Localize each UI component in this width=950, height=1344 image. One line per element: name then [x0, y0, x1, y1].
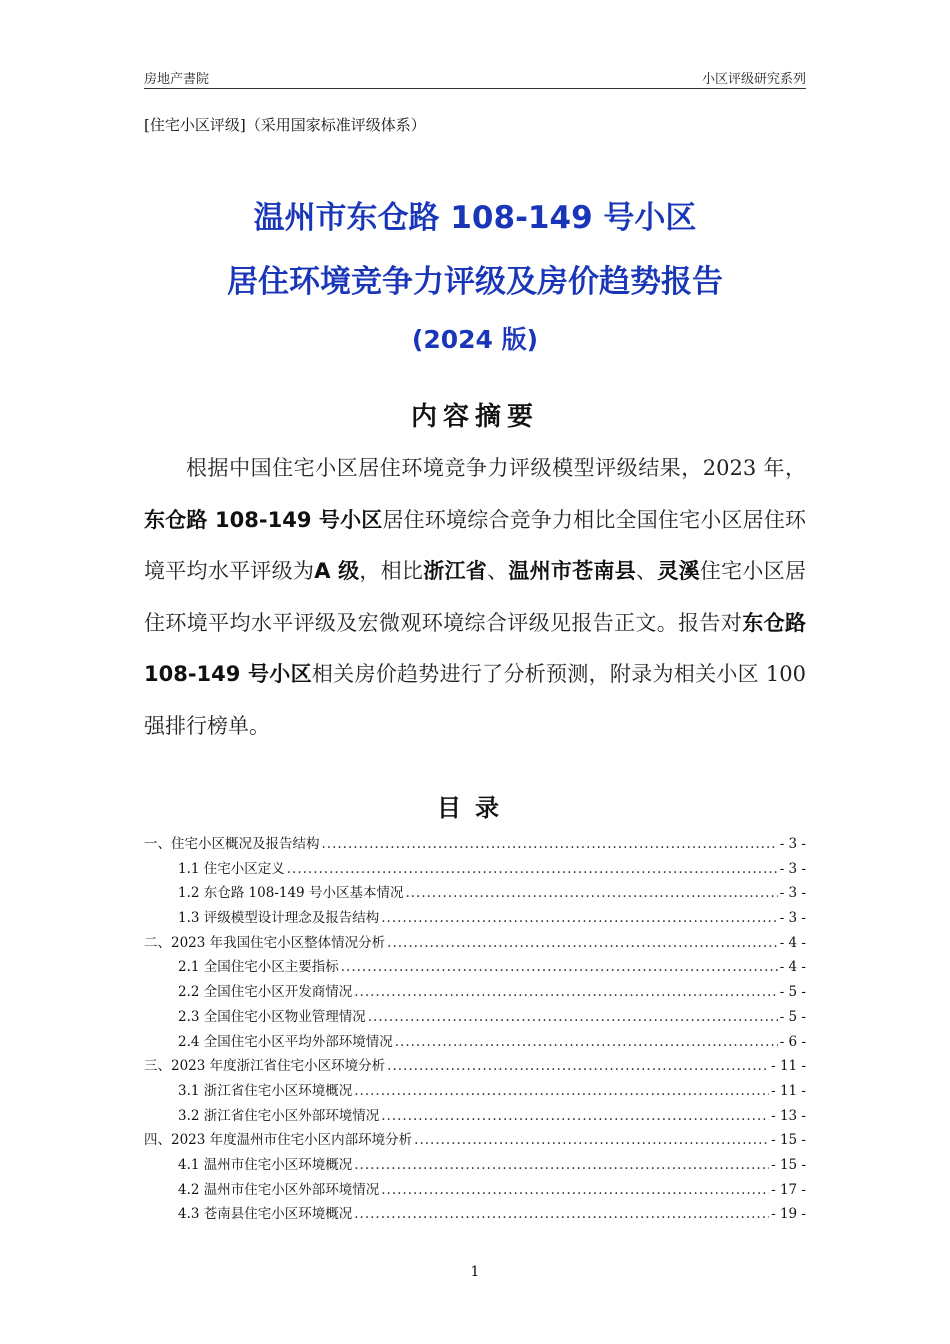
- toc-entry-page: - 3 -: [779, 910, 806, 927]
- toc-entry-page: - 5 -: [779, 1008, 806, 1025]
- abstract-text: 居住环境综合竞争力相比全国住宅小区居住环境平均水平评级为: [144, 507, 807, 583]
- toc-entry-label: 2.2 全国住宅小区开发商情况: [178, 984, 353, 1001]
- page-header: [144, 66, 806, 89]
- toc-entry-label: 2.1 全国住宅小区主要指标: [178, 959, 339, 976]
- toc-entry-page: - 6 -: [779, 1033, 806, 1050]
- toc-entry-label: 1.1 住宅小区定义: [178, 860, 285, 877]
- abstract-text: 根据中国住宅小区居住环境竞争力评级模型评级结果，2023 年，: [186, 456, 806, 480]
- toc-entry[interactable]: [144, 1153, 806, 1178]
- toc-entry-page: - 5 -: [779, 984, 806, 1001]
- toc-entry-label: 4.1 温州市住宅小区环境概况: [178, 1156, 353, 1173]
- toc-entry-label: 2.4 全国住宅小区平均外部环境情况: [178, 1033, 393, 1050]
- toc-entry-page: - 15 -: [771, 1132, 806, 1149]
- toc-entry[interactable]: [144, 1054, 806, 1079]
- page-number: 1: [470, 1264, 480, 1280]
- toc-entry[interactable]: [144, 1202, 806, 1227]
- toc-leader-dots: [341, 955, 778, 980]
- toc-entry-page: - 3 -: [779, 885, 806, 902]
- toc-entry[interactable]: [144, 906, 806, 931]
- toc-entry-page: - 11 -: [771, 1082, 806, 1099]
- toc-entry-label: 二、2023 年我国住宅小区整体情况分析: [144, 934, 386, 951]
- toc-heading: 目录: [437, 794, 513, 822]
- abstract-text: 、: [636, 559, 658, 583]
- toc-entry-label: 一、住宅小区概况及报告结构: [144, 836, 320, 852]
- toc-leader-dots: [354, 980, 777, 1005]
- toc-entry-label: 四、2023 年度温州市住宅小区内部环境分析: [144, 1132, 413, 1149]
- table-of-contents: [144, 832, 806, 1227]
- toc-entry-page: - 11 -: [771, 1058, 806, 1075]
- toc-leader-dots: [395, 1030, 778, 1055]
- abstract-emphasis: 东仓路 108-149 号小区: [144, 507, 383, 532]
- toc-leader-dots: [354, 1079, 769, 1104]
- toc-leader-dots: [354, 1153, 769, 1178]
- toc-entry-label: 4.3 苍南县住宅小区环境概况: [178, 1206, 353, 1223]
- toc-entry-page: - 13 -: [771, 1107, 806, 1124]
- toc-entry-label: 4.2 温州市住宅小区外部环境情况: [178, 1181, 380, 1198]
- report-title-line1: 温州市东仓路 108-149 号小区: [253, 200, 697, 236]
- header-series: 小区评级研究系列: [701, 72, 806, 87]
- toc-leader-dots: [414, 1128, 769, 1153]
- report-title-line2: 居住环境竞争力评级及房价趋势报告: [227, 264, 723, 300]
- toc-entry-page: - 4 -: [779, 934, 806, 951]
- abstract-text: ，相比: [359, 559, 424, 583]
- toc-entry-label: 2.3 全国住宅小区物业管理情况: [178, 1008, 366, 1025]
- toc-leader-dots: [287, 857, 778, 882]
- toc-entry-page: - 3 -: [779, 860, 806, 877]
- report-edition: (2024 版): [411, 325, 539, 354]
- toc-leader-dots: [322, 832, 778, 857]
- toc-entry-label: 1.3 评级模型设计理念及报告结构: [178, 910, 380, 927]
- toc-leader-dots: [387, 1054, 769, 1079]
- abstract-emphasis: A 级: [314, 559, 360, 583]
- abstract-emphasis: 东仓路 108-149 号小区: [144, 610, 806, 686]
- toc-leader-dots: [387, 931, 778, 956]
- abstract-paragraph: [144, 443, 806, 752]
- toc-entry[interactable]: [144, 857, 806, 882]
- header-publisher: 房地产書院: [144, 72, 210, 87]
- toc-entry-label: 3.2 浙江省住宅小区外部环境情况: [178, 1107, 380, 1124]
- toc-leader-dots: [381, 1104, 769, 1129]
- abstract-heading: 内容摘要: [410, 402, 539, 432]
- abstract-emphasis: 灵溪: [657, 559, 700, 583]
- toc-leader-dots: [405, 881, 777, 906]
- toc-entry[interactable]: [144, 931, 806, 956]
- abstract-emphasis: 温州市苍南县: [508, 559, 637, 583]
- toc-entry-page: - 17 -: [771, 1181, 806, 1198]
- abstract-text: 相关房价趋势进行了分析预测，附录为相关小区 100 强排行榜单。: [144, 662, 806, 738]
- toc-entry[interactable]: [144, 1128, 806, 1153]
- toc-entry[interactable]: [144, 881, 806, 906]
- report-category: [住宅小区评级]（采用国家标准评级体系）: [144, 116, 426, 134]
- toc-entry[interactable]: [144, 1079, 806, 1104]
- toc-leader-dots: [354, 1202, 769, 1227]
- toc-entry[interactable]: [144, 1005, 806, 1030]
- toc-leader-dots: [381, 906, 777, 931]
- toc-entry-page: - 19 -: [771, 1206, 806, 1223]
- toc-entry[interactable]: [144, 980, 806, 1005]
- toc-entry-label: 三、2023 年度浙江省住宅小区环境分析: [144, 1058, 386, 1075]
- toc-entry-label: 3.1 浙江省住宅小区环境概况: [178, 1082, 353, 1099]
- toc-entry-page: - 4 -: [779, 959, 806, 976]
- abstract-text: 住宅小区居住环境平均水平评级及宏微观环境综合评级见报告正文。报告对: [144, 559, 806, 635]
- toc-entry[interactable]: [144, 1104, 806, 1129]
- toc-entry[interactable]: [144, 955, 806, 980]
- toc-entry[interactable]: [144, 832, 806, 857]
- abstract-text: 、: [487, 559, 509, 583]
- toc-entry-page: - 3 -: [779, 836, 806, 852]
- toc-entry-page: - 15 -: [771, 1156, 806, 1173]
- toc-entry[interactable]: [144, 1178, 806, 1203]
- abstract-emphasis: 浙江省: [423, 559, 488, 583]
- toc-leader-dots: [368, 1005, 778, 1030]
- toc-entry[interactable]: [144, 1030, 806, 1055]
- toc-leader-dots: [381, 1178, 769, 1203]
- toc-entry-label: 1.2 东仓路 108-149 号小区基本情况: [178, 885, 404, 902]
